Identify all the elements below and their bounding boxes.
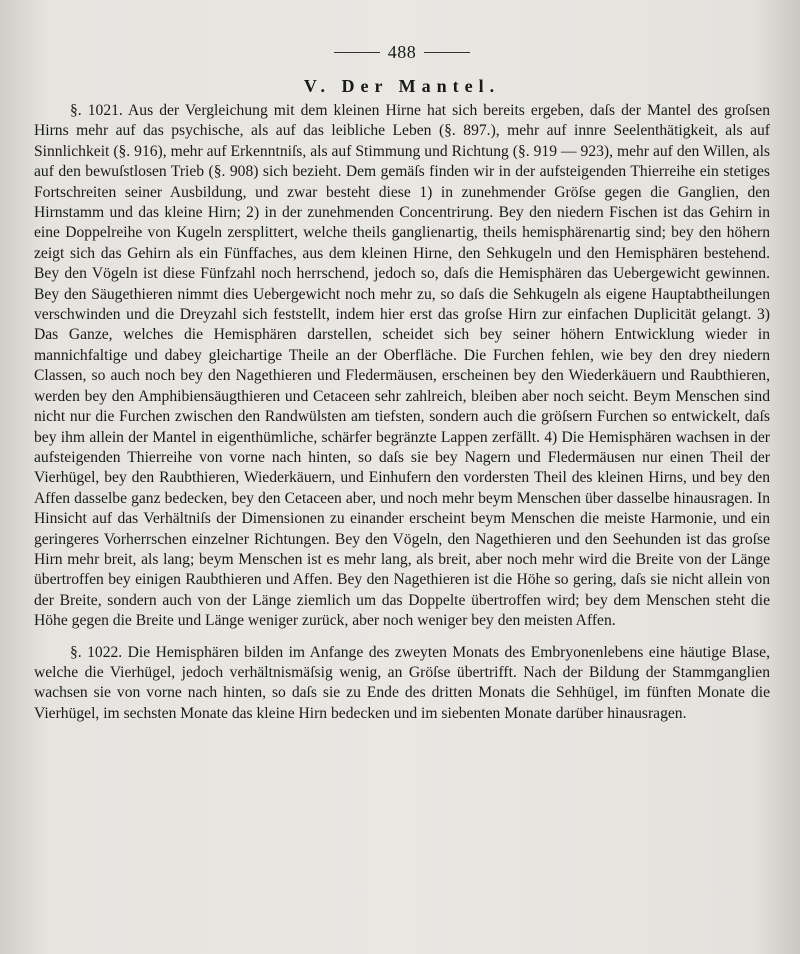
paragraph-number: §. 1021. xyxy=(70,102,123,119)
paragraph-1021 xyxy=(34,101,770,632)
paragraph-text: Die Hemisphären bilden im Anfange des zweyten Monats des Embryonenlebens eine häutige Blase, welche die Vierhügel, jedoch verhältnismäſsig wenig, an Gröſse übertrifft. Nach der Bildung der Stammganglien wachsen sie von vorne nach hinten, so daſs sie zu Ende des dritten Monats die Sehhügel, im fünften Monate die Vierhügel, im sechsten Monate das kleine Hirn bedecken und im siebenten Monate darüber hinausragen. xyxy=(34,643,770,722)
page-number: 488 xyxy=(387,41,417,62)
paragraph-number: §. 1022. xyxy=(70,643,123,661)
section-title: V. Der Mantel. xyxy=(303,76,501,96)
header-rule-right xyxy=(424,52,470,53)
paragraph-1022 xyxy=(34,643,770,725)
page-header xyxy=(34,40,770,64)
paragraph-text: Aus der Vergleichung mit dem kleinen Hirne hat sich bereits ergeben, daſs der Mantel des groſsen Hirns mehr auf das psychische, als auf das leibliche Leben (§. 897.), mehr auf innre Seelenthätigkeit, als auf Sinnlichkeit (§. 916), mehr auf Erkenntniſs, als auf Stimmung und Richtung (§. 919 — 923), mehr auf den Willen, als auf den bewuſstlosen Trieb (§. 908) sich bezieht. Dem gemäſs finden wir in der aufsteigenden Thierreihe ein stetiges Fortschreiten seiner Ausbildung, und zwar besteht diese 1) in zunehmender Gröſse gegen die Ganglien, den Hirnstamm und das kleine Hirn; 2) in der zunehmenden Concentrirung. Bey den niedern Fischen ist das Gehirn in eine Doppelreihe von Kugeln zersplittert, welche theils ganglienartig, theils hemisphärenartig sind; bey den höhern zeigt sich das Gehirn als ein Fünffaches, aus dem kleinen Hirne, den Sehkugeln und den Hemisphären bestehend. Bey den Vögeln ist diese Fünfzahl noch herrschend, jedoch so, daſs die Hemisphären das Uebergewicht gewinnen. Bey den Säugethieren nimmt dies Uebergewicht noch mehr zu, so daſs die Sehkugeln als eigene Hauptabtheilungen verschwinden und die Dreyzahl sich feststellt, indem hier erst das groſse Hirn zur einfachen Duplicität gelangt. 3) Das Ganze, welches die Hemisphären darstellen, scheidet sich bey seiner höhern Entwicklung wieder in mannichfaltige und dabey gleichartige Theile an der Oberfläche. Die Furchen fehlen, wie bey den drey niedern Classen, so auch noch bey den Nagethieren und Fledermäusen, erscheinen bey den Wiederkäuern und Raubthieren, werden bey den Amphibiensäugthieren und Cetaceen sehr zahlreich, bleiben aber noch seicht. Beym Menschen sind nicht nur die Furchen zwischen den Randwülsten am tiefsten, sondern auch die gröſsern Furchen so entwickelt, daſs bey ihm allein der Mantel in eigenthümliche, schärfer begränzte Lappen zerfällt. 4) Die Hemisphären wachsen in der aufsteigenden Thierreihe von vorne nach hinten, so daſs sie bey Nagern und Fledermäusen nur einen Theil der Vierhügel, bey den Raubthieren, Wiederkäuern, und Einhufern den vordersten Theil des kleinen Hirns, und bey den Affen dasselbe ganz bedecken, bey den Cetaceen aber, und noch mehr beym Menschen über dasselbe hinausragen. In Hinsicht auf das Verhältniſs der Dimensionen zu einander erscheint beym Menschen die meiste Harmonie, und ein geringeres Vorherrschen einzelner Richtungen. Bey den Vögeln, den Nagethieren und den Seehunden ist das groſse Hirn mehr breit, als lang; beym Menschen ist es mehr lang, als breit, aber noch mehr wird die Breite von der Länge übertroffen bey einigen Raubthieren und Affen. Bey den Nagethieren ist die Höhe so gering, daſs sie nicht allein von der Breite, sondern auch von der Länge ziemlich um das Doppelte übertroffen wird; bey dem Menschen steht die Höhe gegen die Breite und Länge weniger zurück, aber noch weniger bey den meisten Affen. xyxy=(34,102,770,630)
header-rule-left xyxy=(334,52,380,53)
